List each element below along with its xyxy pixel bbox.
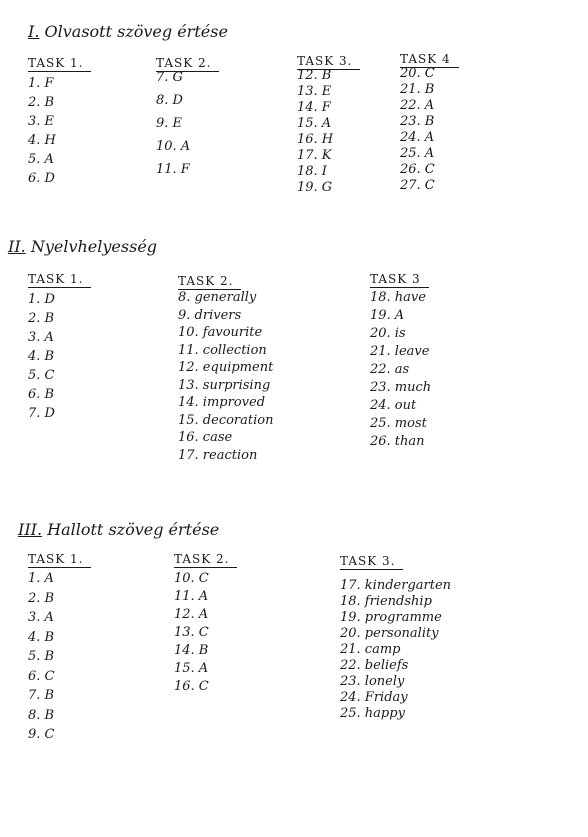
answer-item: 23. much [370, 380, 432, 395]
answer-item: 17. reaction [178, 447, 258, 463]
task-heading: TASK 3. [297, 54, 360, 70]
answer-item: 19. G [297, 180, 333, 195]
section-1-heading: Olvasott szöveg értése [44, 22, 228, 41]
answer-item: 12. A [174, 607, 209, 622]
answer-item: 21. leave [370, 344, 430, 359]
section-2-heading: Nyelvhelyesség [30, 237, 158, 256]
answer-item: 11. F [156, 162, 190, 177]
answer-item: 14. improved [178, 395, 266, 410]
answer-item: 11. A [174, 589, 209, 604]
answer-item: 13. surprising [178, 377, 271, 393]
s1-task3-column [297, 50, 360, 195]
answer-item: 3. A [28, 330, 54, 345]
answer-item: 16. C [174, 679, 209, 694]
answer-item: 18. friendship [340, 594, 432, 609]
answer-item: 1. D [28, 292, 55, 307]
answer-item: 3. A [28, 610, 54, 625]
answer-item: 19. programme [340, 610, 442, 625]
answer-item: 25. A [400, 146, 435, 161]
answer-item: 24. A [400, 130, 435, 145]
answer-item: 9. E [156, 116, 183, 131]
answer-item: 25. happy [340, 706, 405, 721]
answer-item: 15. A [174, 661, 209, 676]
s2-task1-column [28, 268, 91, 421]
answer-item: 14. F [297, 100, 331, 115]
answer-item: 11. collection [178, 342, 267, 358]
answer-item: 25. most [370, 416, 427, 431]
answer-item: 12. equipment [178, 360, 274, 375]
answer-item: 6. D [28, 171, 55, 186]
answer-item: 12. B [297, 68, 332, 83]
answer-item: 26. C [400, 162, 435, 177]
answer-item: 4. B [28, 349, 55, 364]
section-3-heading: Hallott szöveg értése [47, 520, 220, 539]
task-heading: TASK 2. [156, 56, 219, 72]
answer-item: 6. C [28, 668, 55, 684]
answer-item: 5. B [28, 649, 55, 664]
answer-item: 16. H [297, 132, 334, 147]
section-3-title [18, 520, 219, 539]
section-2-roman: II. [8, 237, 26, 256]
answer-item: 18. I [297, 164, 327, 179]
answer-item: 20. is [370, 326, 406, 341]
task-heading: TASK 2. [174, 552, 237, 568]
answer-item: 21. camp [340, 642, 401, 657]
answer-item: 15. decoration [178, 412, 274, 428]
section-1-title [28, 22, 228, 41]
answer-item: 7. D [28, 406, 55, 421]
answer-item: 20. personality [340, 626, 439, 641]
answer-item: 2. B [28, 590, 55, 606]
answer-item: 13. C [174, 625, 209, 640]
answer-item: 26. than [370, 434, 425, 449]
answer-item: 9. C [28, 727, 55, 742]
answer-item: 13. E [297, 84, 332, 99]
s2-task3-column [370, 268, 432, 449]
task-heading: TASK 4 [400, 52, 459, 68]
task-heading: TASK 1. [28, 552, 91, 568]
s1-task4-column [400, 48, 459, 193]
answer-item: 27. C [400, 178, 435, 193]
answer-item: 8. B [28, 707, 55, 723]
answer-item: 10. A [156, 139, 191, 154]
answer-item: 8. generally [178, 290, 257, 305]
answer-item: 24. out [370, 398, 417, 413]
answer-item: 4. B [28, 629, 55, 645]
task-heading: TASK 2. [178, 274, 241, 290]
answer-item: 23. lonely [340, 674, 405, 689]
answer-item: 15. A [297, 116, 332, 131]
answer-item: 1. A [28, 571, 54, 586]
answer-item: 16. case [178, 430, 233, 445]
s2-task2-column [178, 270, 274, 463]
answer-item: 20. C [400, 66, 435, 81]
task-heading: TASK 1. [28, 272, 91, 288]
answer-item: 23. B [400, 114, 435, 129]
section-3-roman: III. [18, 520, 43, 539]
answer-item: 1. F [28, 76, 54, 91]
answer-item: 21. B [400, 82, 435, 97]
answer-item: 6. B [28, 387, 55, 402]
s1-task2-column [156, 52, 219, 177]
task-heading: TASK 1. [28, 56, 91, 72]
answer-item: 22. as [370, 362, 410, 377]
answer-item: 18. have [370, 290, 426, 305]
answer-item: 7. B [28, 688, 55, 703]
task-heading: TASK 3. [340, 554, 403, 570]
answer-item: 5. A [28, 152, 54, 167]
answer-item: 7. G [156, 70, 183, 85]
section-2-title [8, 237, 157, 256]
answer-item: 22. beliefs [340, 658, 409, 673]
answer-item: 17. K [297, 148, 332, 163]
answer-item: 10. C [174, 571, 209, 586]
answer-item: 19. A [370, 308, 405, 323]
task-heading: TASK 3 [370, 272, 429, 288]
answer-item: 24. Friday [340, 690, 408, 705]
answer-item: 4. H [28, 133, 56, 148]
section-1-roman: I. [28, 22, 40, 41]
answer-item: 2. B [28, 95, 55, 110]
answer-item: 9. drivers [178, 307, 242, 323]
s3-task3-column [340, 550, 452, 721]
answer-item: 8. D [156, 93, 183, 108]
s3-task2-column [174, 548, 237, 694]
answer-item: 14. B [174, 643, 209, 658]
answer-item: 17. kindergarten [340, 578, 452, 593]
s1-task1-column [28, 52, 91, 186]
answer-item: 5. C [28, 368, 55, 383]
s3-task1-column [28, 548, 91, 742]
answer-item: 22. A [400, 98, 435, 113]
answer-item: 10. favourite [178, 325, 263, 340]
answer-item: 2. B [28, 311, 55, 326]
answer-item: 3. E [28, 114, 55, 129]
